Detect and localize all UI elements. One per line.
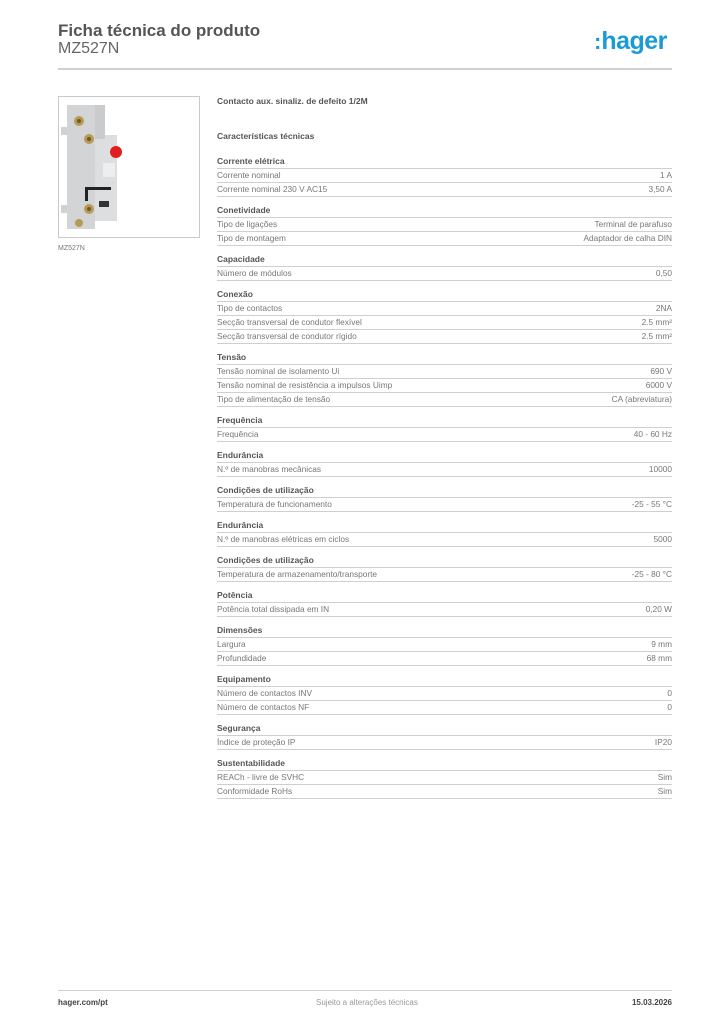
spec-content (217, 96, 672, 806)
spec-row (217, 687, 672, 701)
spec-row (217, 463, 672, 477)
spec-value: 5000 (653, 534, 672, 544)
spec-label: Número de contactos NF (217, 702, 310, 712)
product-photo-icon (59, 97, 199, 237)
spec-label: Largura (217, 639, 246, 649)
spec-label: Tipo de alimentação de tensão (217, 394, 331, 404)
spec-groups (217, 155, 672, 799)
spec-label: Secção transversal de condutor rígido (217, 331, 357, 341)
spec-group (217, 253, 672, 281)
hager-logo: :hager (594, 27, 667, 55)
spec-value: Adaptador de calha DIN (583, 233, 672, 243)
spec-group (217, 204, 672, 246)
spec-label: N.º de manobras elétricas em ciclos (217, 534, 350, 544)
spec-row (217, 428, 672, 442)
product-code: MZ527N (58, 40, 120, 57)
spec-value: CA (abreviatura) (611, 394, 672, 404)
spec-value: 0,50 (655, 268, 672, 278)
spec-group-title: Sustentabilidade (217, 757, 672, 771)
spec-row (217, 498, 672, 512)
spec-value: Terminal de parafuso (594, 219, 672, 229)
spec-row (217, 218, 672, 232)
spec-value: 2NA (655, 303, 672, 313)
spec-value: 9 mm (651, 639, 672, 649)
spec-row (217, 736, 672, 750)
spec-group-title: Conexão (217, 288, 672, 302)
spec-value: 68 mm (646, 653, 672, 663)
spec-group (217, 722, 672, 750)
spec-label: Tipo de ligações (217, 219, 278, 229)
spec-row (217, 771, 672, 785)
spec-label: Tensão nominal de isolamento Ui (217, 366, 340, 376)
spec-label: Tipo de contactos (217, 303, 283, 313)
spec-value: 10000 (648, 464, 672, 474)
spec-group (217, 554, 672, 582)
spec-label: Índice de proteção IP (217, 737, 296, 747)
spec-value: IP20 (654, 737, 672, 747)
spec-group-title: Condições de utilização (217, 484, 672, 498)
spec-label: Tensão nominal de resistência a impulsos Uimp (217, 380, 393, 390)
spec-label: Secção transversal de condutor flexível (217, 317, 362, 327)
spec-row (217, 169, 672, 183)
spec-value: 1 A (660, 170, 672, 180)
spec-row (217, 533, 672, 547)
spec-group-title: Segurança (217, 722, 672, 736)
spec-value: 3,50 A (648, 184, 672, 194)
footer-disclaimer: Sujeito a alterações técnicas (316, 998, 418, 1007)
spec-group-title: Equipamento (217, 673, 672, 687)
tech-heading: Características técnicas (217, 131, 315, 141)
spec-group-title: Corrente elétrica (217, 155, 672, 169)
spec-row (217, 365, 672, 379)
spec-value: 0 (667, 688, 672, 698)
spec-group-title: Conetividade (217, 204, 672, 218)
footer-divider (58, 990, 672, 991)
spec-row (217, 183, 672, 197)
spec-label: Número de módulos (217, 268, 292, 278)
spec-label: N.º de manobras mecânicas (217, 464, 322, 474)
spec-row (217, 638, 672, 652)
spec-row (217, 267, 672, 281)
spec-label: Temperatura de funcionamento (217, 499, 332, 509)
product-name: Contacto aux. sinaliz. de defeito 1/2M (217, 96, 368, 106)
spec-label: Temperatura de armazenamento/transporte (217, 569, 378, 579)
spec-label: Potência total dissipada em IN (217, 604, 330, 614)
spec-group-title: Potência (217, 589, 672, 603)
page-title: Ficha técnica do produto (58, 21, 261, 40)
spec-group-title: Endurância (217, 449, 672, 463)
spec-value: 40 - 60 Hz (633, 429, 672, 439)
spec-value: Sim (657, 786, 672, 796)
product-image (58, 96, 200, 238)
header-divider (58, 68, 672, 70)
spec-group (217, 414, 672, 442)
footer-date: 15.03.2026 (631, 998, 672, 1007)
spec-row (217, 232, 672, 246)
spec-group-title: Endurância (217, 519, 672, 533)
spec-group (217, 673, 672, 715)
spec-group (217, 155, 672, 197)
spec-group (217, 589, 672, 617)
spec-label: Número de contactos INV (217, 688, 312, 698)
spec-group (217, 624, 672, 666)
spec-group-title: Condições de utilização (217, 554, 672, 568)
spec-row (217, 603, 672, 617)
spec-group-title: Dimensões (217, 624, 672, 638)
spec-label: REACh - livre de SVHC (217, 772, 305, 782)
spec-value: -25 - 55 °C (631, 499, 672, 509)
spec-row (217, 701, 672, 715)
spec-group-title: Frequência (217, 414, 672, 428)
spec-row (217, 379, 672, 393)
spec-label: Corrente nominal (217, 170, 281, 180)
spec-label: Frequência (217, 429, 259, 439)
spec-group (217, 351, 672, 407)
spec-value: 2.5 mm² (641, 331, 672, 341)
spec-group (217, 757, 672, 799)
spec-label: Conformidade RoHs (217, 786, 293, 796)
spec-row (217, 568, 672, 582)
spec-label: Profundidade (217, 653, 267, 663)
spec-row (217, 652, 672, 666)
spec-group-title: Capacidade (217, 253, 672, 267)
spec-value: Sim (657, 772, 672, 782)
spec-group (217, 449, 672, 477)
spec-label: Corrente nominal 230 V AC15 (217, 184, 328, 194)
spec-label: Tipo de montagem (217, 233, 286, 243)
spec-group (217, 484, 672, 512)
spec-value: 2.5 mm² (641, 317, 672, 327)
spec-value: -25 - 80 °C (631, 569, 672, 579)
spec-group (217, 519, 672, 547)
logo-text: hager (601, 27, 667, 55)
spec-group-title: Tensão (217, 351, 672, 365)
product-image-caption: MZ527N (58, 245, 85, 252)
spec-value: 690 V (650, 366, 672, 376)
spec-row (217, 302, 672, 316)
footer-website-link[interactable]: hager.com/pt (58, 998, 108, 1007)
spec-value: 0 (667, 702, 672, 712)
spec-row (217, 393, 672, 407)
spec-row (217, 316, 672, 330)
spec-row (217, 785, 672, 799)
spec-value: 6000 V (645, 380, 672, 390)
spec-row (217, 330, 672, 344)
spec-group (217, 288, 672, 344)
spec-value: 0,20 W (645, 604, 672, 614)
